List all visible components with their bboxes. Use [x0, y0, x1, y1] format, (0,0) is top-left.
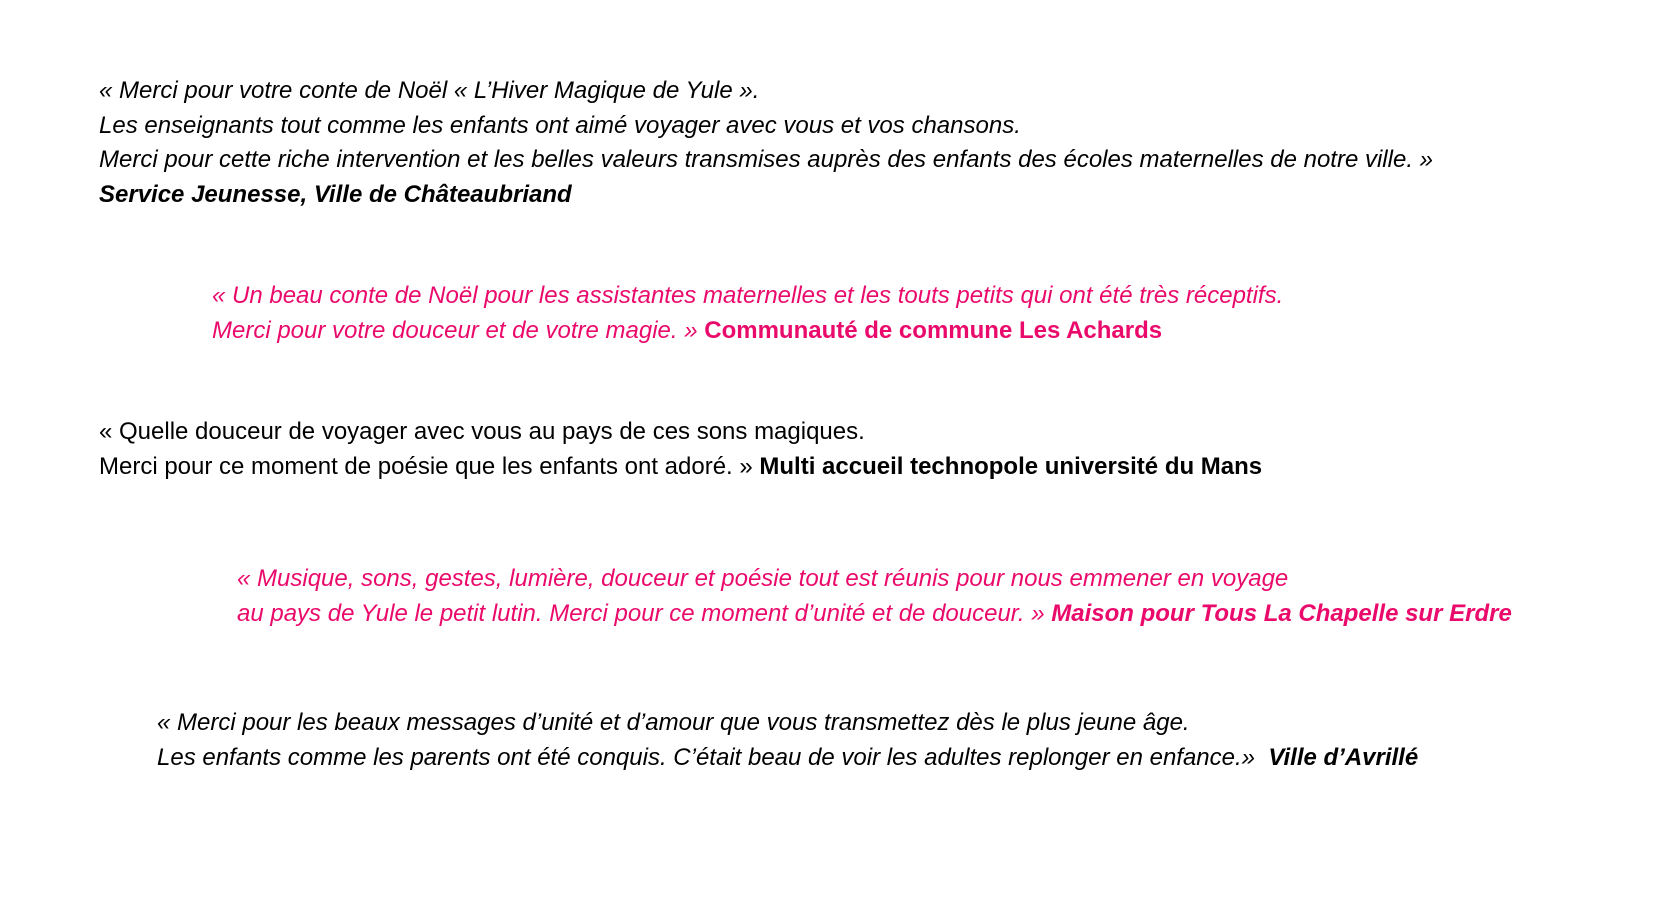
- quote-line: Merci pour votre douceur et de votre magie. »: [212, 316, 698, 344]
- quote-line: Les enseignants tout comme les enfants ont aimé voyager avec vous et vos chansons.: [99, 111, 1021, 139]
- testimonial-avrille: [157, 706, 1418, 775]
- quote-line: « Merci pour les beaux messages d’unité et d’amour que vous transmettez dès le plus jeune âge.: [157, 709, 1190, 736]
- quote-line: « Quelle douceur de voyager avec vous au pays de ces sons magiques.: [99, 418, 865, 445]
- quote-line: au pays de Yule le petit lutin. Merci pour ce moment d’unité et de douceur. »: [237, 599, 1045, 627]
- quote-line: Merci pour cette riche intervention et les belles valeurs transmises auprès des enfants des écoles maternelles de notre ville. »: [99, 146, 1434, 173]
- quote-line: Merci pour ce moment de poésie que les enfants ont adoré. »: [99, 452, 753, 480]
- quote-author: Multi accueil technopole université du Mans: [759, 452, 1263, 480]
- quote-author: Ville d’Avrillé: [1268, 743, 1419, 771]
- testimonial-la-chapelle-sur-erdre: [237, 562, 1512, 631]
- quote-author: Maison pour Tous La Chapelle sur Erdre: [1051, 599, 1512, 627]
- quote-author: Communauté de commune Les Achards: [704, 316, 1163, 344]
- quote-author: Service Jeunesse, Ville de Châteaubriand: [99, 180, 572, 208]
- quote-line: « Musique, sons, gestes, lumière, douceur et poésie tout est réunis pour nous emmener en voyage: [237, 565, 1289, 592]
- testimonial-les-achards: [212, 279, 1283, 348]
- testimonial-chateaubriand: [99, 74, 1433, 212]
- testimonial-le-mans: [99, 415, 1262, 484]
- quote-line: « Merci pour votre conte de Noël « L’Hiver Magique de Yule ».: [99, 77, 760, 104]
- quote-line: Les enfants comme les parents ont été conquis. C’était beau de voir les adultes replonger en enfance.»: [157, 743, 1256, 771]
- quote-line: « Un beau conte de Noël pour les assistantes maternelles et les touts petits qui ont été très réceptifs.: [212, 282, 1284, 309]
